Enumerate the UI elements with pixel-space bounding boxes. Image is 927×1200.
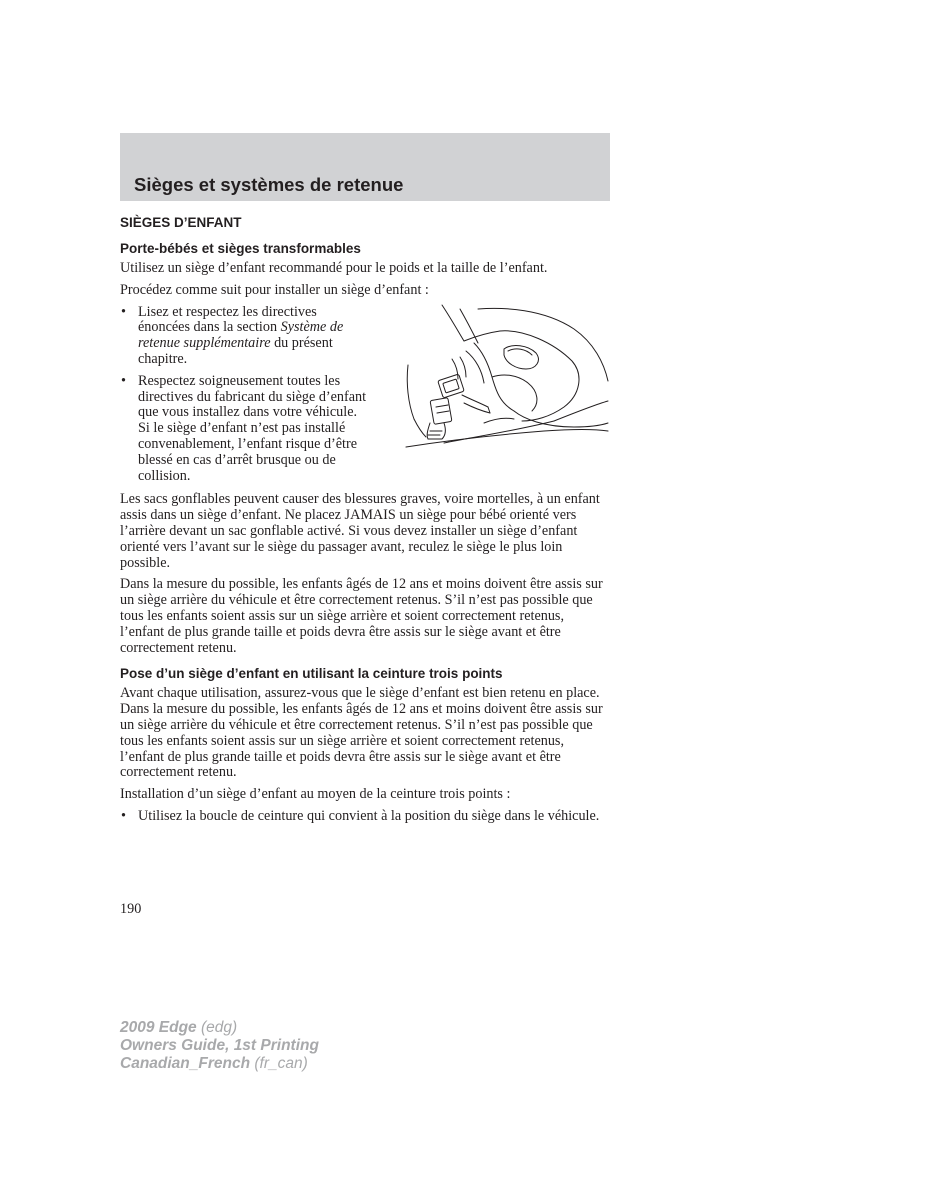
print-footer bbox=[120, 1019, 319, 1073]
list-item bbox=[120, 305, 370, 368]
paragraph: Installation d’un siège d’enfant au moyen de la ceinture trois points : bbox=[120, 786, 511, 803]
list-item: • Utilisez la boucle de ceinture qui convient à la position du siège dans le véhicule. bbox=[120, 809, 610, 825]
paragraph: Avant chaque utilisation, assurez-vous que le siège d’enfant est bien retenu en place. Dans la mesure du possible, les enfants âgés de 12 ans et moins doivent être assis sur un siège arrière du véhicule et être correctement retenus. S’il n’est pas possible que tous les enfants soient assis sur un siège arrière et soient correctement retenus, l’enfant de plus grande taille et poids devra être assis sur le siège avant et être correctement retenu. bbox=[120, 685, 603, 781]
list-item: • Respectez soigneusement toutes les directives du fabricant du siège d’enfant que vous installez dans votre véhicule. Si le siège d’enfant n’est pas installé convenablement, l’enfant risque d’être blessé en cas d’arrêt brusque ou de collision. bbox=[120, 374, 370, 485]
subsection-title-carriers: Porte-bébés et sièges transformables bbox=[120, 241, 361, 256]
list-item-text: Lisez et respectez les directives énoncées dans la section bbox=[138, 303, 317, 336]
footer-language: Canadian_French bbox=[120, 1055, 251, 1072]
chapter-header-band bbox=[120, 133, 610, 201]
paragraph: Dans la mesure du possible, les enfants âgés de 12 ans et moins doivent être assis sur un siège arrière du véhicule et être correctement retenus. S’il n’est pas possible que tous les enfants soient assis sur un siège arrière et soient correctement retenus, l’enfant de plus grande taille et poids devra être assis sur le siège avant et être correctement retenu. bbox=[120, 576, 603, 656]
footer-line bbox=[120, 1019, 319, 1037]
section-title: SIÈGES D’ENFANT bbox=[120, 215, 242, 230]
paragraph: Procédez comme suit pour installer un siège d’enfant : bbox=[120, 281, 429, 298]
seatbelt-buckle-illustration bbox=[404, 303, 610, 453]
section-reference: Système de retenue supplémentaire bbox=[138, 319, 344, 352]
footer-language-code: (fr_can) bbox=[250, 1055, 308, 1072]
footer-line bbox=[120, 1037, 319, 1055]
page-number: 190 bbox=[120, 901, 142, 917]
footer-model: 2009 Edge bbox=[120, 1019, 197, 1036]
footer-guide: Owners Guide, 1st Printing bbox=[120, 1037, 319, 1054]
list-item-text: du présent chapitre. bbox=[138, 335, 333, 367]
paragraph: Utilisez un siège d’enfant recommandé pour le poids et la taille de l’enfant. bbox=[120, 260, 548, 276]
bullet-list bbox=[120, 305, 370, 491]
paragraph-airbag-warning: Les sacs gonflables peuvent causer des blessures graves, voire mortelles, à un enfant assis dans un siège d’enfant. Ne placez JAMAIS un siège pour bébé orienté vers l’arrière devant un sac gonflable activé. Si vous devez installer un siège d’enfant orienté vers l’avant sur le siège du passager avant, reculez le siège le plus loin possible. bbox=[120, 491, 600, 571]
footer-line bbox=[120, 1055, 319, 1073]
bullets-with-illustration bbox=[120, 305, 610, 493]
bullet-list bbox=[120, 809, 610, 825]
page-content bbox=[120, 212, 610, 831]
subsection-title-three-point-belt: Pose d’un siège d’enfant en utilisant la ceinture trois points bbox=[120, 666, 503, 682]
chapter-title: Sièges et systèmes de retenue bbox=[134, 174, 404, 195]
footer-model-code: (edg) bbox=[196, 1019, 238, 1036]
